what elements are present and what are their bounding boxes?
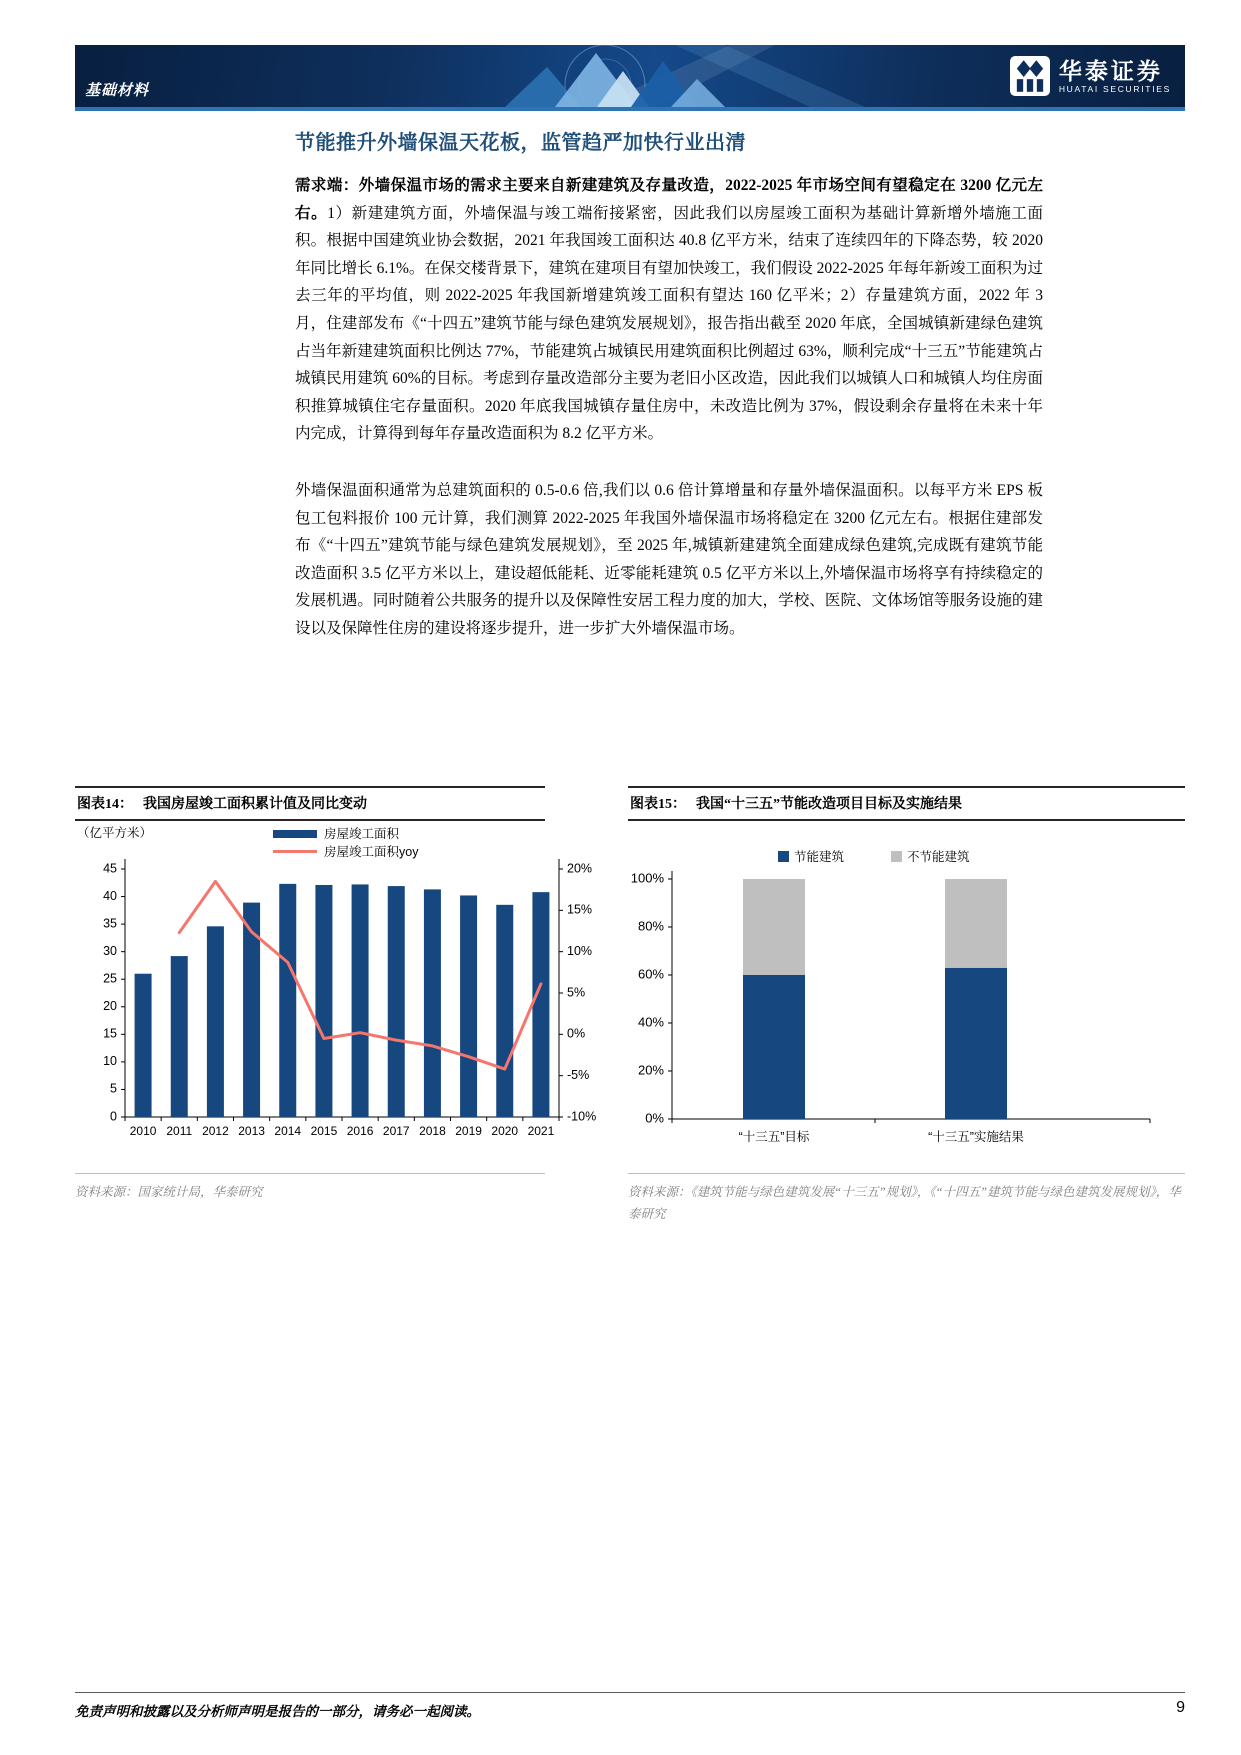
svg-text:房屋竣工面积: 房屋竣工面积: [324, 827, 400, 841]
svg-text:0%: 0%: [567, 1026, 586, 1041]
completion-bars: [135, 884, 550, 1117]
svg-text:100%: 100%: [630, 870, 664, 886]
svg-text:2018: 2018: [419, 1124, 446, 1138]
svg-text:0: 0: [110, 1109, 117, 1124]
svg-text:45: 45: [103, 861, 117, 876]
svg-text:15: 15: [103, 1026, 117, 1041]
svg-text:不节能建筑: 不节能建筑: [907, 850, 970, 864]
paragraph-demand-lead: 需求端：外墙保温市场的需求主要来自新建建筑及存量改造，2022-2025 年市场空间有望稳定在 3200 亿元左右。: [295, 177, 1043, 222]
svg-text:20: 20: [103, 999, 117, 1014]
brand-logo: [1010, 56, 1171, 96]
brand-name-cn: 华泰证券: [1058, 58, 1163, 84]
svg-text:“十三五”目标: “十三五”目标: [738, 1130, 810, 1144]
chart14-legend: [273, 826, 419, 859]
svg-text:2012: 2012: [202, 1124, 229, 1138]
svg-text:60%: 60%: [637, 966, 664, 982]
svg-text:-10%: -10%: [567, 1109, 597, 1124]
figure-14: [75, 786, 597, 1225]
svg-text:0%: 0%: [645, 1110, 664, 1126]
svg-text:2017: 2017: [382, 1124, 410, 1138]
figure-14-title: [75, 786, 545, 821]
svg-text:10%: 10%: [567, 943, 593, 958]
svg-text:2010: 2010: [129, 1124, 157, 1138]
figure-15-caption: 我国“十三五”节能改造项目目标及实施结果: [696, 797, 962, 812]
article-body: [295, 126, 1043, 672]
page-footer: [75, 1692, 1185, 1720]
svg-text:2013: 2013: [238, 1124, 265, 1138]
left-axis-unit: （亿平方米）: [77, 826, 153, 840]
figure-14-chart-area: [75, 821, 597, 1173]
chart15-root: [631, 849, 1150, 1144]
figure-15-title: [628, 786, 1185, 821]
figure-15-source: 资料来源：《建筑节能与绿色建筑发展“十三五”规划》，《“十四五”建筑节能与绿色建筑发展规划》，华泰研究: [628, 1173, 1185, 1225]
svg-text:2014: 2014: [274, 1124, 302, 1138]
svg-text:40%: 40%: [637, 1014, 664, 1030]
svg-text:“十三五”实施结果: “十三五”实施结果: [928, 1130, 1024, 1144]
figure-14-caption: 我国房屋竣工面积累计值及同比变动: [143, 797, 367, 812]
svg-text:30: 30: [103, 943, 117, 958]
svg-text:2015: 2015: [310, 1124, 338, 1138]
svg-text:20%: 20%: [567, 861, 593, 876]
svg-text:2019: 2019: [455, 1124, 482, 1138]
huatai-logo-icon: [1010, 56, 1050, 96]
svg-text:25: 25: [103, 971, 117, 986]
figure-15: [628, 786, 1185, 1225]
page-number: 9: [1176, 1699, 1185, 1716]
paragraph-demand-text: 1）新建建筑方面，外墙保温与竣工端衔接紧密，因此我们以房屋竣工面积为基础计算新增外墙施工面积。根据中国建筑业协会数据，2021 年我国竣工面积达 40.8 亿平方米，结束了连续四年的下降态势，较 2020 年同比增长 6.1%。在保交楼背景下，建筑在建项目有望加快竣工，我们假设 2022-2025 年每年新竣工面积为过去三年的平均值，则 2022-2025 年我国新增建筑竣工面积有望达 160 亿平米；2）存量建筑方面，2022 年 3 月，住建部发布《“十四五”建筑节能与绿色建筑发展规划》，报告指出截至 2020 年底，全国城镇新建绿色建筑占当年新建建筑面积比例达 77%，节能建筑占城镇民用建筑面积比例超过 63%，顺利完成“十三五”节能建筑占城镇民用建筑 60%的目标。考虑到存量改造部分主要为老旧小区改造，因此我们以城镇人口和城镇人均住房面积推算城镇住宅存量面积。2020 年底我国城镇存量住房中，未改造比例为 37%，假设剩余存量将在未来十年内完成，计算得到每年存量改造面积为 8.2 亿平方米。: [295, 204, 1043, 443]
energy-saving-stacked-bar-chart: [628, 821, 1185, 1173]
top-banner: [75, 45, 1185, 107]
svg-text:-5%: -5%: [567, 1067, 590, 1082]
figure-15-label: 图表15：: [630, 797, 686, 812]
section-title: 节能推升外墙保温天花板，监管趋严加快行业出清: [295, 132, 746, 154]
chart14-root: [77, 825, 596, 1138]
paragraph-market-text: 外墙保温面积通常为总建筑面积的 0.5-0.6 倍,我们以 0.6 倍计算增量和存量外墙保温面积。以每平方米 EPS 板包工包料报价 100 元计算，我们测算 2022-2025 年我国外墙保温市场将稳定在 3200 亿元左右。根据住建部发布《“十四五”建筑节能与绿色建筑发展规划》，至 2025 年,城镇新建建筑全面建成绿色建筑,完成既有建筑节能改造面积 3.5 亿平方米以上，建设超低能耗、近零能耗建筑 0.5 亿平方米以上,外墙保温市场将享有持续稳定的发展机遇。同时随着公共服务的提升以及保障性安居工程力度的加大，学校、医院、文体场馆等服务设施的建设以及保障性住房的建设将逐步提升，进一步扩大外墙保温市场。: [295, 481, 1043, 637]
svg-text:5: 5: [110, 1081, 117, 1096]
svg-text:35: 35: [103, 916, 117, 931]
svg-text:80%: 80%: [637, 918, 664, 934]
figure-15-chart-area: [628, 821, 1185, 1173]
svg-text:节能建筑: 节能建筑: [794, 850, 845, 864]
figure-14-source: 资料来源：国家统计局，华泰研究: [75, 1173, 545, 1203]
report-category-label: 基础材料: [85, 83, 150, 99]
figure-row: [75, 786, 1185, 1225]
chart15-legend: [778, 849, 970, 864]
stacked-bars: [743, 879, 1007, 1119]
svg-text:2020: 2020: [491, 1124, 519, 1138]
svg-text:20%: 20%: [637, 1062, 664, 1078]
svg-text:2011: 2011: [166, 1124, 193, 1138]
svg-text:15%: 15%: [567, 902, 593, 917]
svg-text:2016: 2016: [346, 1124, 374, 1138]
svg-text:40: 40: [103, 888, 117, 903]
svg-text:房屋竣工面积yoy: 房屋竣工面积yoy: [324, 845, 419, 859]
paragraph-demand: [295, 172, 1043, 448]
svg-text:5%: 5%: [567, 985, 586, 1000]
completion-area-bar-line-chart: [75, 821, 595, 1173]
disclaimer-text: 免责声明和披露以及分析师声明是报告的一部分，请务必一起阅读。: [75, 1704, 480, 1719]
banner-bottom-strip: [75, 107, 1185, 111]
svg-text:2021: 2021: [527, 1124, 555, 1138]
paragraph-market: [295, 477, 1043, 643]
svg-text:10: 10: [103, 1054, 117, 1069]
figure-14-label: 图表14：: [77, 797, 133, 812]
brand-name-en: HUATAI SECURITIES: [1058, 83, 1171, 94]
